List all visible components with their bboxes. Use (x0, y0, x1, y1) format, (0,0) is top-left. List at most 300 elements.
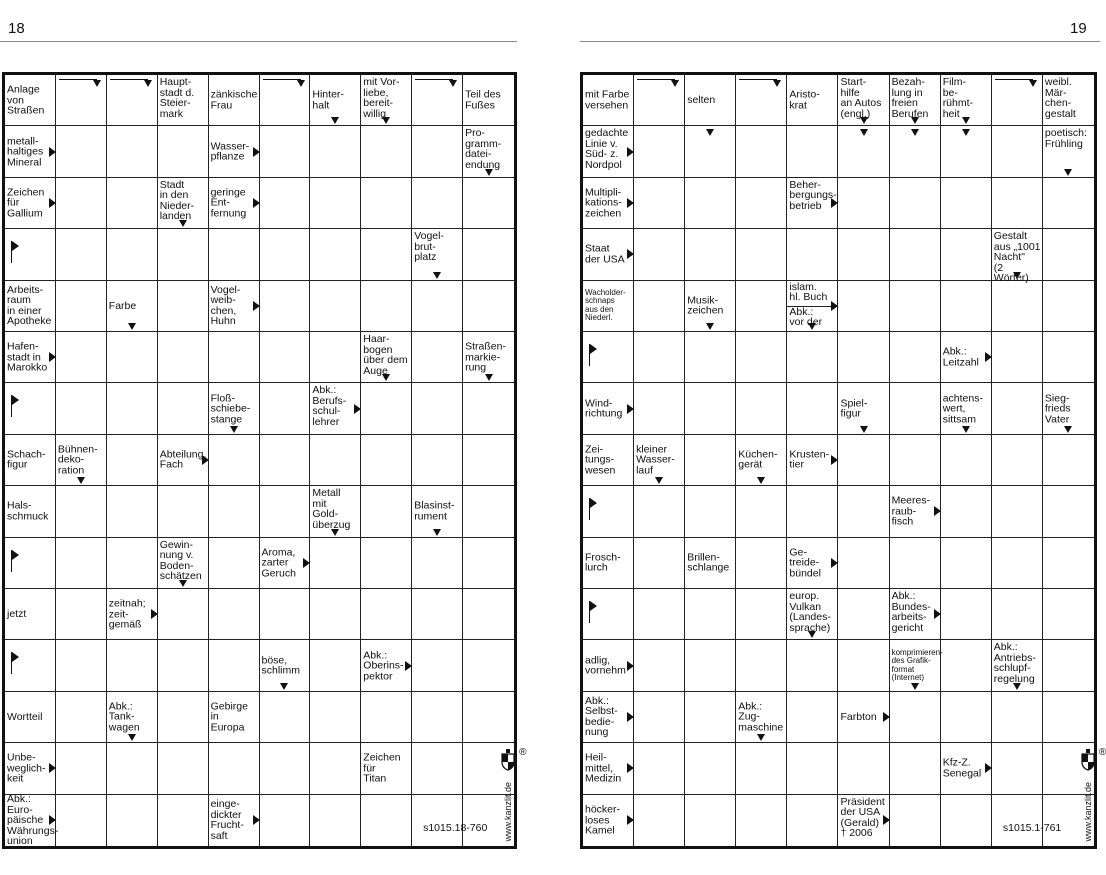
grid-cell[interactable] (463, 692, 514, 743)
arrow-down-icon (77, 477, 85, 484)
grid-cell[interactable] (634, 640, 685, 691)
grid-cell[interactable] (209, 640, 260, 691)
grid-cell[interactable] (107, 435, 158, 486)
grid-cell[interactable] (412, 692, 463, 743)
grid-cell (1043, 383, 1094, 434)
grid-cell[interactable] (787, 486, 838, 537)
grid-cell[interactable] (310, 332, 361, 383)
grid-cell[interactable] (310, 281, 361, 332)
grid-cell[interactable] (310, 640, 361, 691)
arrow-down-icon (485, 374, 493, 381)
grid-cell[interactable] (890, 435, 941, 486)
grid-cell[interactable] (56, 743, 107, 794)
clue-text: Abk.: Bundes- arbeits- gericht (891, 590, 931, 634)
grid-cell[interactable] (787, 383, 838, 434)
grid-cell[interactable] (941, 640, 992, 691)
arrow-down-icon (962, 129, 970, 136)
grid-cell[interactable] (412, 126, 463, 177)
grid-cell[interactable] (685, 640, 736, 691)
clue-text: Unbe- weglich- keit (7, 751, 46, 785)
grid-cell[interactable] (361, 538, 412, 589)
grid-cell[interactable] (992, 538, 1043, 589)
grid-cell[interactable] (56, 332, 107, 383)
grid-cell[interactable] (838, 178, 889, 229)
arrow-right-icon (49, 763, 56, 773)
grid-cell[interactable] (685, 332, 736, 383)
grid-cell[interactable] (890, 332, 941, 383)
grid-cell[interactable] (736, 229, 787, 280)
clue-text: Farbe (108, 299, 137, 312)
grid-cell[interactable] (1043, 281, 1094, 332)
grid-cell[interactable] (310, 229, 361, 280)
grid-cell (941, 332, 992, 383)
grid-cell (158, 75, 209, 126)
arrow-right-icon (985, 352, 992, 362)
puzzle-code: s1015.18-760 (423, 822, 488, 834)
grid-cell[interactable] (310, 435, 361, 486)
grid-cell (260, 640, 311, 691)
grid-cell[interactable] (634, 795, 685, 846)
grid-cell[interactable] (992, 589, 1043, 640)
grid-cell[interactable] (890, 743, 941, 794)
grid-cell[interactable] (260, 486, 311, 537)
grid-cell[interactable] (158, 281, 209, 332)
grid-cell[interactable] (56, 795, 107, 846)
grid-cell[interactable] (158, 692, 209, 743)
grid-cell[interactable] (260, 75, 311, 126)
grid-cell[interactable] (209, 538, 260, 589)
grid-cell[interactable] (56, 640, 107, 691)
arrow-down-icon (179, 220, 187, 227)
grid-cell[interactable] (1043, 640, 1094, 691)
grid-cell[interactable] (412, 75, 463, 126)
clue-text: Bühnen- deko- ration (57, 443, 98, 477)
grid-cell[interactable] (736, 383, 787, 434)
grid-cell[interactable] (260, 178, 311, 229)
arrow-down-icon (1013, 683, 1021, 690)
grid-cell[interactable] (992, 743, 1043, 794)
grid-cell[interactable] (310, 743, 361, 794)
grid-cell[interactable] (992, 281, 1043, 332)
grid-cell[interactable] (787, 126, 838, 177)
publisher-url: www.kanzlit.de (1082, 782, 1093, 842)
grid-cell[interactable] (463, 486, 514, 537)
grid-cell[interactable] (158, 743, 209, 794)
grid-cell[interactable] (361, 126, 412, 177)
grid-cell[interactable] (685, 178, 736, 229)
grid-cell[interactable] (583, 332, 634, 383)
grid-cell[interactable] (685, 126, 736, 177)
grid-cell[interactable] (941, 589, 992, 640)
grid-cell[interactable] (56, 692, 107, 743)
grid-cell[interactable] (463, 281, 514, 332)
clue-text: Floß- schiebe- stange (210, 391, 251, 425)
grid-cell (310, 486, 361, 537)
clue-text: Schach- figur (7, 448, 46, 471)
corner-arrow-icon (110, 79, 148, 80)
grid-cell[interactable] (107, 486, 158, 537)
grid-cell[interactable] (463, 538, 514, 589)
grid-cell[interactable] (1043, 229, 1094, 280)
grid-cell[interactable] (56, 75, 107, 126)
grid-cell[interactable] (260, 692, 311, 743)
grid-cell[interactable] (992, 795, 1043, 846)
arrow-right-icon (627, 249, 634, 259)
crossword-grid-right (580, 72, 1106, 849)
grid-cell[interactable] (158, 229, 209, 280)
grid-cell[interactable] (685, 589, 736, 640)
clue-text: Aristo- krat (789, 88, 820, 112)
grid-cell[interactable] (787, 640, 838, 691)
arrow-down-icon (331, 117, 339, 124)
grid-cell[interactable] (634, 383, 685, 434)
arrow-right-icon (253, 815, 260, 825)
grid-cell[interactable] (463, 383, 514, 434)
clue-text: Präsident der USA (Gerald) † 2006 (840, 795, 885, 840)
grid-cell[interactable] (941, 126, 992, 177)
page-number-left: 18 (8, 20, 25, 37)
grid-cell[interactable] (941, 281, 992, 332)
grid-cell[interactable] (260, 795, 311, 846)
grid-cell[interactable] (992, 332, 1043, 383)
grid-cell[interactable] (685, 486, 736, 537)
grid-cell[interactable] (158, 486, 209, 537)
grid-cell[interactable] (1043, 178, 1094, 229)
grid-cell[interactable] (260, 281, 311, 332)
arrow-right-icon (831, 198, 838, 208)
grid-cell[interactable] (838, 435, 889, 486)
grid-cell[interactable] (310, 692, 361, 743)
grid-cell (583, 281, 634, 332)
arrow-right-icon (49, 352, 56, 362)
grid-cell[interactable] (260, 435, 311, 486)
arrow-right-icon (883, 815, 890, 825)
grid-cell[interactable] (634, 126, 685, 177)
arrow-down-icon (808, 631, 816, 638)
grid-cell[interactable] (158, 332, 209, 383)
grid-cell[interactable] (941, 538, 992, 589)
grid-cell[interactable] (310, 126, 361, 177)
grid-cell[interactable] (361, 281, 412, 332)
grid-cell[interactable] (634, 486, 685, 537)
grid-cell[interactable] (838, 640, 889, 691)
grid-cell[interactable] (736, 126, 787, 177)
grid-cell[interactable] (634, 589, 685, 640)
grid-cell[interactable] (1043, 692, 1094, 743)
grid-cell[interactable] (941, 795, 992, 846)
grid-cell[interactable] (736, 589, 787, 640)
clue-text: Abk.: Leitzahl (942, 345, 979, 369)
grid-cell[interactable] (361, 795, 412, 846)
grid-cell[interactable] (634, 75, 685, 126)
grid-cell[interactable] (685, 743, 736, 794)
grid-cell (209, 383, 260, 434)
grid-cell[interactable] (941, 435, 992, 486)
grid-cell[interactable] (361, 486, 412, 537)
clue-text: Abk.: vor der (789, 305, 823, 329)
clue-text: Aroma, zarter Geruch (261, 546, 296, 580)
grid-cell[interactable] (890, 383, 941, 434)
clue-text: Gewin- nung v. Boden- schätzen (159, 538, 202, 583)
grid-cell[interactable] (361, 383, 412, 434)
grid-cell (890, 640, 941, 691)
grid-cell[interactable] (463, 178, 514, 229)
grid-cell[interactable] (941, 229, 992, 280)
clue-text: poetisch: Frühling (1044, 127, 1087, 150)
grid-cell[interactable] (787, 743, 838, 794)
grid-cell[interactable] (941, 692, 992, 743)
grid-cell[interactable] (56, 589, 107, 640)
grid-cell[interactable] (158, 589, 209, 640)
grid-cell[interactable] (158, 126, 209, 177)
grid-cell[interactable] (736, 281, 787, 332)
grid-cell[interactable] (736, 486, 787, 537)
grid-cell (5, 486, 56, 537)
clue-text: Stadt in den Nieder- landen (159, 178, 195, 223)
arrow-right-icon (202, 455, 209, 465)
grid-cell[interactable] (890, 229, 941, 280)
grid-cell[interactable] (158, 383, 209, 434)
grid-cell[interactable] (838, 743, 889, 794)
grid-cell[interactable] (56, 126, 107, 177)
grid-cell[interactable] (56, 281, 107, 332)
grid-cell[interactable] (56, 538, 107, 589)
grid-cell[interactable] (412, 435, 463, 486)
grid-cell[interactable] (634, 692, 685, 743)
grid-cell[interactable] (56, 383, 107, 434)
grid-cell (463, 126, 514, 177)
grid-cell (209, 692, 260, 743)
grid-cell[interactable] (992, 435, 1043, 486)
grid-cell[interactable] (838, 589, 889, 640)
grid-cell[interactable] (310, 589, 361, 640)
grid-cell[interactable] (463, 435, 514, 486)
grid-cell[interactable] (56, 229, 107, 280)
grid-cell[interactable] (736, 640, 787, 691)
grid-cell[interactable] (838, 538, 889, 589)
grid-cell[interactable] (634, 538, 685, 589)
grid-cell[interactable] (107, 178, 158, 229)
grid-cell[interactable] (736, 538, 787, 589)
grid-cell[interactable] (890, 126, 941, 177)
grid-cell[interactable] (787, 229, 838, 280)
arrow-right-icon (49, 815, 56, 825)
clue-text: Hafen- stadt in Marokko (7, 340, 48, 374)
grid-cell (583, 435, 634, 486)
grid-cell[interactable] (209, 743, 260, 794)
grid-cell[interactable] (838, 281, 889, 332)
arrow-down-icon (911, 129, 919, 136)
grid-cell[interactable] (260, 589, 311, 640)
flag-arrow-icon (589, 601, 590, 623)
arrow-down-icon (757, 477, 765, 484)
grid-cell[interactable] (992, 178, 1043, 229)
grid-cell[interactable] (412, 538, 463, 589)
grid-cell[interactable] (412, 640, 463, 691)
grid-cell[interactable] (992, 692, 1043, 743)
grid-cell[interactable] (107, 383, 158, 434)
grid-cell[interactable] (685, 795, 736, 846)
grid-cell[interactable] (685, 435, 736, 486)
grid-cell[interactable] (634, 281, 685, 332)
clue-text: Staat der USA (585, 242, 625, 266)
grid-cell (463, 332, 514, 383)
grid-cell[interactable] (412, 589, 463, 640)
grid-cell[interactable] (412, 281, 463, 332)
grid-cell[interactable] (685, 229, 736, 280)
grid-cell[interactable] (890, 538, 941, 589)
grid-cell[interactable] (107, 75, 158, 126)
grid-cell (787, 178, 838, 229)
grid-cell (209, 281, 260, 332)
grid-cell (685, 75, 736, 126)
grid-cell[interactable] (787, 332, 838, 383)
grid-cell[interactable] (992, 126, 1043, 177)
grid-cell (838, 383, 889, 434)
grid-cell[interactable] (412, 178, 463, 229)
grid-cell[interactable] (890, 178, 941, 229)
grid-cell[interactable] (463, 640, 514, 691)
grid-cell[interactable] (5, 538, 56, 589)
arrow-down-icon (331, 529, 339, 536)
grid-cell[interactable] (310, 538, 361, 589)
arrow-down-icon (706, 129, 714, 136)
grid-cell[interactable] (583, 589, 634, 640)
grid-cell[interactable] (107, 538, 158, 589)
clue-text: Pro- gramm- datei- endung (465, 127, 502, 171)
grid-cell[interactable] (5, 383, 56, 434)
grid-cell[interactable] (107, 795, 158, 846)
grid-cell[interactable] (209, 435, 260, 486)
grid-cell[interactable] (107, 332, 158, 383)
grid-cell[interactable] (260, 743, 311, 794)
corner-arrow-icon (59, 79, 97, 80)
grid-cell[interactable] (787, 795, 838, 846)
grid-cell[interactable] (685, 383, 736, 434)
grid-cell[interactable] (361, 589, 412, 640)
grid-cell[interactable] (736, 178, 787, 229)
grid-cell[interactable] (736, 795, 787, 846)
grid-cell[interactable] (260, 229, 311, 280)
arrow-down-icon (962, 426, 970, 433)
grid-cell[interactable] (412, 795, 463, 846)
grid-cell (1043, 75, 1094, 126)
corner-arrow-icon (263, 79, 301, 80)
grid-cell[interactable] (361, 435, 412, 486)
arrow-right-icon (49, 147, 56, 157)
grid-cell[interactable] (838, 229, 889, 280)
grid-cell[interactable] (107, 743, 158, 794)
clue-text: kleiner Wasser- lauf (636, 443, 675, 477)
grid-cell[interactable] (412, 383, 463, 434)
grid-cell[interactable] (310, 795, 361, 846)
clue-text: Farbton (840, 710, 877, 723)
grid-cell[interactable] (992, 486, 1043, 537)
grid-cell[interactable] (260, 332, 311, 383)
grid-cell[interactable] (209, 486, 260, 537)
grid-cell[interactable] (1043, 332, 1094, 383)
grid-cell[interactable] (463, 229, 514, 280)
flag-arrow-icon (11, 395, 12, 417)
grid-cell[interactable] (107, 640, 158, 691)
grid-cell[interactable] (736, 75, 787, 126)
grid-cell[interactable] (56, 178, 107, 229)
clue-text: jetzt (7, 607, 27, 620)
grid-cell[interactable] (634, 743, 685, 794)
grid-cell[interactable] (1043, 435, 1094, 486)
grid-cell[interactable] (361, 692, 412, 743)
grid-cell[interactable] (787, 692, 838, 743)
grid-cell[interactable] (209, 589, 260, 640)
grid-cell[interactable] (56, 486, 107, 537)
grid-cell (685, 538, 736, 589)
grid-cell[interactable] (107, 126, 158, 177)
grid-cell[interactable] (736, 743, 787, 794)
grid-cell[interactable] (890, 795, 941, 846)
grid-cell[interactable] (423, 782, 514, 846)
grid-cell[interactable] (634, 229, 685, 280)
grid-cell[interactable] (838, 332, 889, 383)
grid-cell[interactable] (890, 281, 941, 332)
grid-cell[interactable] (583, 486, 634, 537)
grid-cell[interactable] (634, 178, 685, 229)
grid-cell[interactable] (158, 640, 209, 691)
grid-cell[interactable] (412, 743, 463, 794)
clue-text: Abk.: Oberins- pektor (363, 648, 404, 682)
clue-text: Kfz-Z. Senegal (942, 756, 982, 780)
grid-cell[interactable] (5, 229, 56, 280)
grid-cell[interactable] (941, 178, 992, 229)
grid-cell[interactable] (736, 332, 787, 383)
flag-arrow-icon (11, 241, 12, 263)
grid-cell[interactable] (209, 229, 260, 280)
grid-cell (583, 640, 634, 691)
grid-cell[interactable] (1043, 589, 1094, 640)
grid-cell[interactable] (890, 692, 941, 743)
grid-cell[interactable] (685, 692, 736, 743)
grid-cell[interactable] (107, 229, 158, 280)
clue-text: Bezah- lung in freien Berufen (891, 76, 929, 120)
grid-cell[interactable] (1002, 782, 1094, 846)
grid-cell[interactable] (361, 178, 412, 229)
grid-cell[interactable] (412, 332, 463, 383)
grid-cell[interactable] (209, 332, 260, 383)
grid-cell[interactable] (5, 640, 56, 691)
grid-cell[interactable] (1043, 486, 1094, 537)
grid-cell (5, 435, 56, 486)
grid-cell[interactable] (992, 75, 1043, 126)
grid-cell[interactable] (941, 486, 992, 537)
arrow-down-icon (860, 117, 868, 124)
grid-cell[interactable] (361, 229, 412, 280)
clue-text: Frosch- lurch (585, 551, 621, 574)
grid-cell[interactable] (260, 126, 311, 177)
grid-cell[interactable] (838, 126, 889, 177)
grid-cell[interactable] (260, 383, 311, 434)
grid-cell[interactable] (992, 383, 1043, 434)
arrow-right-icon (627, 712, 634, 722)
grid-cell[interactable] (634, 332, 685, 383)
grid-cell[interactable] (1043, 538, 1094, 589)
grid-cell[interactable] (310, 178, 361, 229)
arrow-right-icon (627, 763, 634, 773)
grid-cell (361, 640, 412, 691)
grid-cell[interactable] (463, 589, 514, 640)
grid-cell[interactable] (158, 795, 209, 846)
clue-text: selten (687, 93, 716, 106)
grid-cell[interactable] (838, 486, 889, 537)
grid-cell (890, 75, 941, 126)
